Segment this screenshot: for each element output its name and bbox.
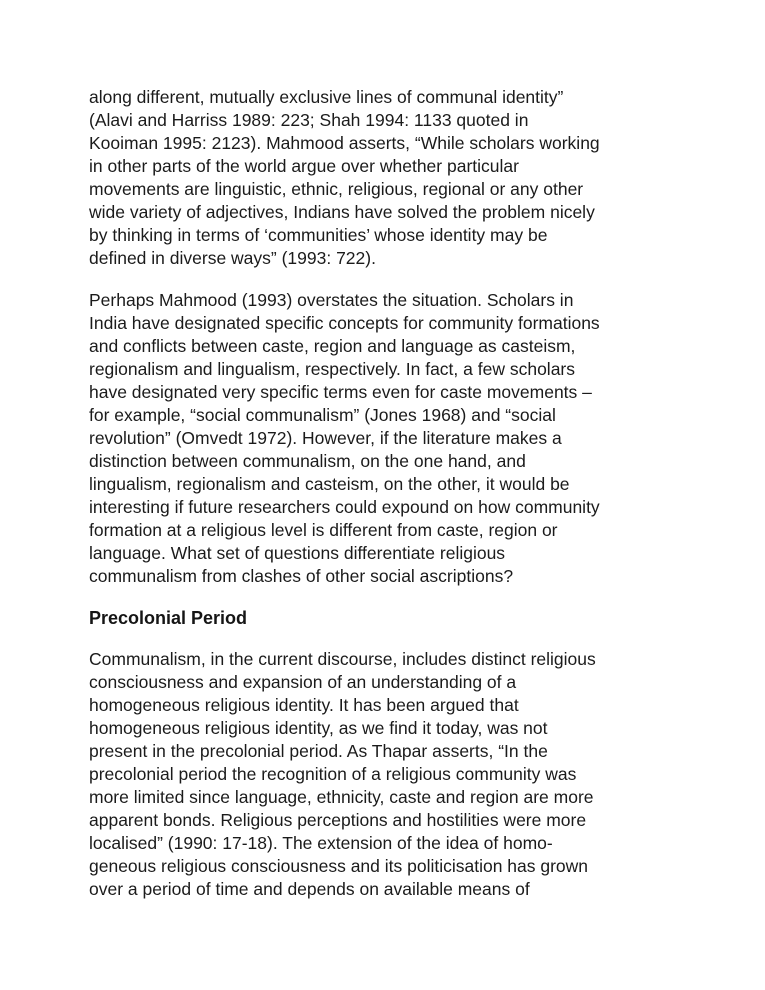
- paragraph-communal-identity: [89, 86, 695, 270]
- text-line: present in the precolonial period. As Thapar asserts, “In the: [89, 741, 548, 761]
- text-line: have designated very specific terms even for caste movements –: [89, 382, 592, 402]
- text-line: in other parts of the world argue over whether particular: [89, 156, 519, 176]
- text-line: consciousness and expansion of an understanding of a: [89, 672, 517, 692]
- text-line: revolution” (Omvedt 1972). However, if the literature makes a: [89, 428, 562, 448]
- text-line: communalism from clashes of other social ascriptions?: [89, 566, 514, 586]
- text-line: interesting if future researchers could expound on how community: [89, 497, 600, 517]
- paragraph-communalism-discourse: [89, 648, 695, 901]
- text-line: and conflicts between caste, region and language as casteism,: [89, 336, 576, 356]
- text-line: (Alavi and Harriss 1989: 223; Shah 1994: 1133 quoted in: [89, 110, 529, 130]
- text-line: language. What set of questions differentiate religious: [89, 543, 506, 563]
- text-line: homogeneous religious identity. It has been argued that: [89, 695, 519, 715]
- paragraph-mahmood-overstates: [89, 289, 695, 588]
- text-line: for example, “social communalism” (Jones 1968) and “social: [89, 405, 556, 425]
- text-line: distinction between communalism, on the one hand, and: [89, 451, 526, 471]
- text-line: by thinking in terms of ‘communities’ whose identity may be: [89, 225, 548, 245]
- text-line: India have designated specific concepts for community formations: [89, 313, 600, 333]
- text-line: homogeneous religious identity, as we find it today, was not: [89, 718, 548, 738]
- text-line: formation at a religious level is different from caste, region or: [89, 520, 558, 540]
- text-line: along different, mutually exclusive lines of communal identity”: [89, 87, 564, 107]
- text-line: more limited since language, ethnicity, caste and region are more: [89, 787, 594, 807]
- text-line: Kooiman 1995: 2123). Mahmood asserts, “While scholars working: [89, 133, 600, 153]
- section-heading-precolonial-period: Precolonial Period: [89, 608, 248, 628]
- text-line: apparent bonds. Religious perceptions and hostilities were more: [89, 810, 587, 830]
- text-line: defined in diverse ways” (1993: 722).: [89, 248, 376, 268]
- text-line: precolonial period the recognition of a religious community was: [89, 764, 577, 784]
- text-line: over a period of time and depends on available means of: [89, 879, 530, 899]
- text-line: Perhaps Mahmood (1993) overstates the situation. Scholars in: [89, 290, 574, 310]
- text-line: Communalism, in the current discourse, includes distinct religious: [89, 649, 596, 669]
- text-line: wide variety of adjectives, Indians have solved the problem nicely: [89, 202, 595, 222]
- text-line: regionalism and lingualism, respectively. In fact, a few scholars: [89, 359, 576, 379]
- text-line: localised” (1990: 17-18). The extension of the idea of homo-: [89, 833, 553, 853]
- text-line: movements are linguistic, ethnic, religious, regional or any other: [89, 179, 584, 199]
- document-text-block: [89, 86, 695, 920]
- text-line: geneous religious consciousness and its politicisation has grown: [89, 856, 589, 876]
- text-line: lingualism, regionalism and casteism, on the other, it would be: [89, 474, 570, 494]
